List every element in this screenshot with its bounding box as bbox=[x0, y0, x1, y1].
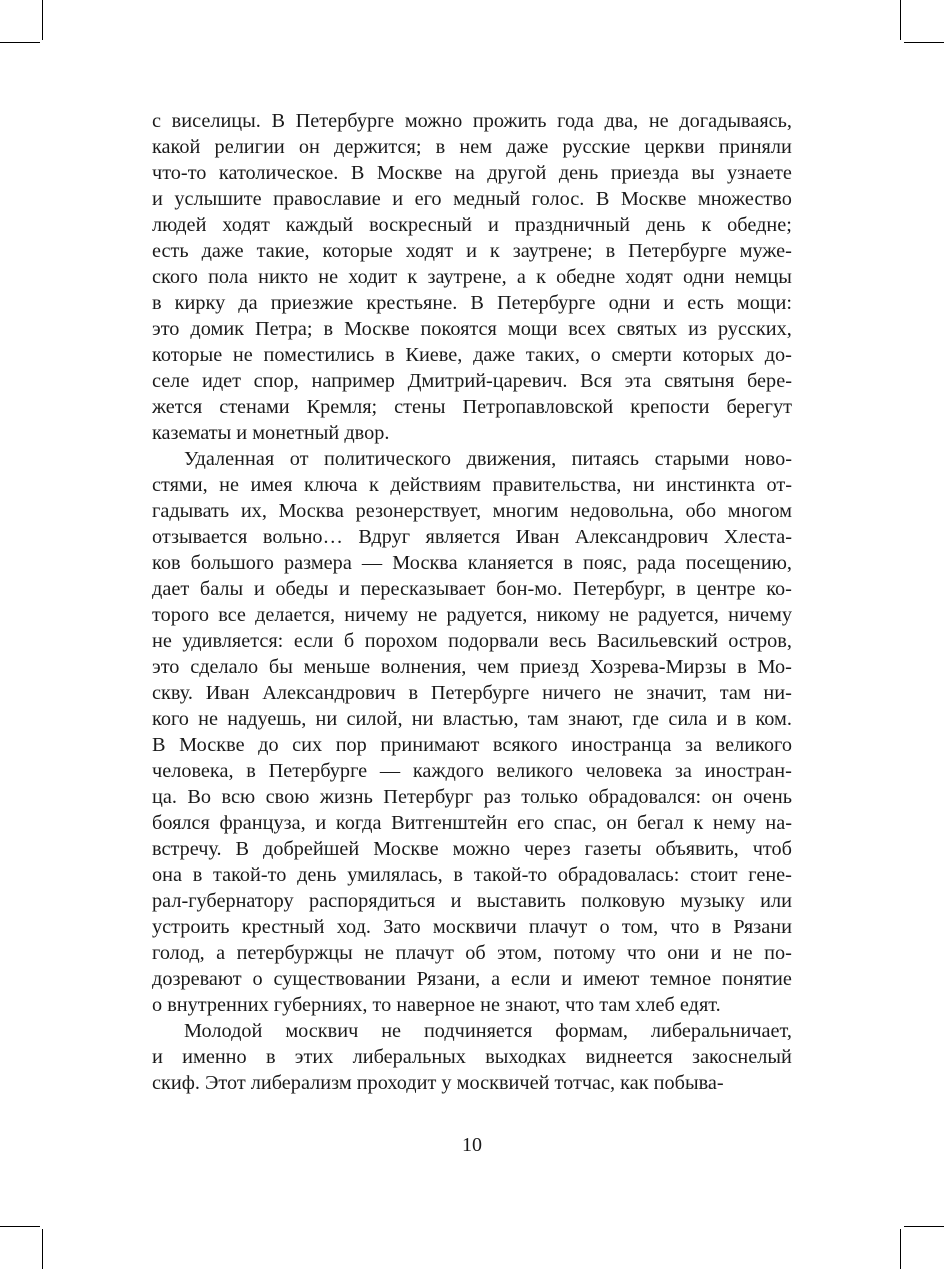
text-line: В Москве до сих пор принимают всякого иностранца за великого bbox=[152, 734, 792, 756]
text-line: казематы и монетный двор. bbox=[152, 422, 390, 444]
crop-mark-bottom-right-horizontal bbox=[904, 1226, 944, 1227]
text-line: с виселицы. В Петербурге можно прожить года два, не догадываясь, bbox=[152, 110, 792, 132]
text-line: Молодой москвич не подчиняется формам, либеральничает, bbox=[184, 1020, 792, 1042]
text-line: боялся француза, и когда Витгенштейн его спас, он бегал к нему на- bbox=[152, 812, 792, 834]
text-line: людей ходят каждый воскресный и праздничный день к обедне; bbox=[152, 214, 792, 236]
text-line: устроить крестный ход. Зато москвичи плачут о том, что в Рязани bbox=[152, 916, 792, 938]
text-line: скву. Иван Александрович в Петербурге ничего не значит, там ни- bbox=[152, 682, 792, 704]
text-line: в кирку да приезжие крестьяне. В Петербурге одни и есть мощи: bbox=[152, 292, 792, 314]
page-number: 10 bbox=[462, 1134, 482, 1156]
text-line: она в такой-то день умилялась, в такой-то обрадовалась: стоит гене- bbox=[152, 864, 792, 886]
text-line: ца. Во всю свою жизнь Петербург раз только обрадовался: он очень bbox=[152, 786, 792, 808]
text-line: которые не поместились в Киеве, даже таких, о смерти которых до- bbox=[152, 344, 792, 366]
text-line: это сделало бы меньше волнения, чем приезд Хозрева-Мирзы в Мо- bbox=[152, 656, 792, 678]
text-line: о внутренних губерниях, то наверное не знают, что там хлеб едят. bbox=[152, 994, 721, 1016]
text-line: человека, в Петербурге — каждого великого человека за иностран- bbox=[152, 760, 792, 782]
text-line: ского пола никто не ходит к заутрене, а к обедне ходят одни немцы bbox=[152, 266, 792, 288]
text-line: Удаленная от политического движения, питаясь старыми ново- bbox=[184, 448, 792, 470]
paragraph bbox=[152, 446, 792, 1018]
text-line: голод, а петербуржцы не плачут об этом, потому что они и не по- bbox=[152, 942, 792, 964]
text-line: селе идет спор, например Дмитрий-царевич. Вся эта святыня бере- bbox=[152, 370, 792, 392]
text-line: это домик Петра; в Москве покоятся мощи всех святых из русских, bbox=[152, 318, 792, 340]
text-line: дает балы и обеды и пересказывает бон-мо. Петербург, в центре ко- bbox=[152, 578, 792, 600]
text-line: торого все делается, ничему не радуется, никому не радуется, ничему bbox=[152, 604, 792, 626]
text-line: ков большого размера — Москва кланяется в пояс, рада посещению, bbox=[152, 552, 792, 574]
text-line: кого не надуешь, ни силой, ни властью, там знают, где сила и в ком. bbox=[152, 708, 792, 730]
crop-mark-top-left-horizontal bbox=[0, 42, 40, 43]
text-line: рал-губернатору распорядиться и выставить полковую музыку или bbox=[152, 890, 792, 912]
text-line: отзывается вольно… Вдруг является Иван Александрович Хлеста- bbox=[152, 526, 792, 548]
crop-mark-bottom-left-horizontal bbox=[0, 1226, 40, 1227]
text-line: какой религии он держится; в нем даже русские церкви приняли bbox=[152, 136, 792, 158]
text-line: стями, не имея ключа к действиям правительства, ни инстинкта от- bbox=[152, 474, 792, 496]
body-text bbox=[152, 108, 792, 1096]
text-line: дозревают о существовании Рязани, а если и имеют темное понятие bbox=[152, 968, 792, 990]
crop-mark-top-right-horizontal bbox=[904, 42, 944, 43]
text-line: не удивляется: если б порохом подорвали весь Васильевский остров, bbox=[152, 630, 792, 652]
crop-mark-bottom-right bbox=[900, 1229, 901, 1269]
paragraph bbox=[152, 1018, 792, 1096]
text-line: встречу. В добрейшей Москве можно через газеты объявить, чтоб bbox=[152, 838, 792, 860]
text-line: гадывать их, Москва резонерствует, многим недовольна, обо многом bbox=[152, 500, 792, 522]
paragraph bbox=[152, 108, 792, 446]
text-line: есть даже такие, которые ходят и к заутрене; в Петербурге муже- bbox=[152, 240, 792, 262]
crop-mark-top-left bbox=[42, 0, 43, 40]
crop-mark-bottom-left bbox=[42, 1229, 43, 1269]
text-line: что-то католическое. В Москве на другой день приезда вы узнаете bbox=[152, 162, 792, 184]
text-line: и именно в этих либеральных выходках виднеется закоснелый bbox=[152, 1046, 792, 1068]
text-line: и услышите православие и его медный голос. В Москве множество bbox=[152, 188, 792, 210]
text-line: жется стенами Кремля; стены Петропавловской крепости берегут bbox=[152, 396, 792, 418]
crop-mark-top-right bbox=[900, 0, 901, 40]
text-line: скиф. Этот либерализм проходит у москвичей тотчас, как побыва- bbox=[152, 1072, 724, 1094]
